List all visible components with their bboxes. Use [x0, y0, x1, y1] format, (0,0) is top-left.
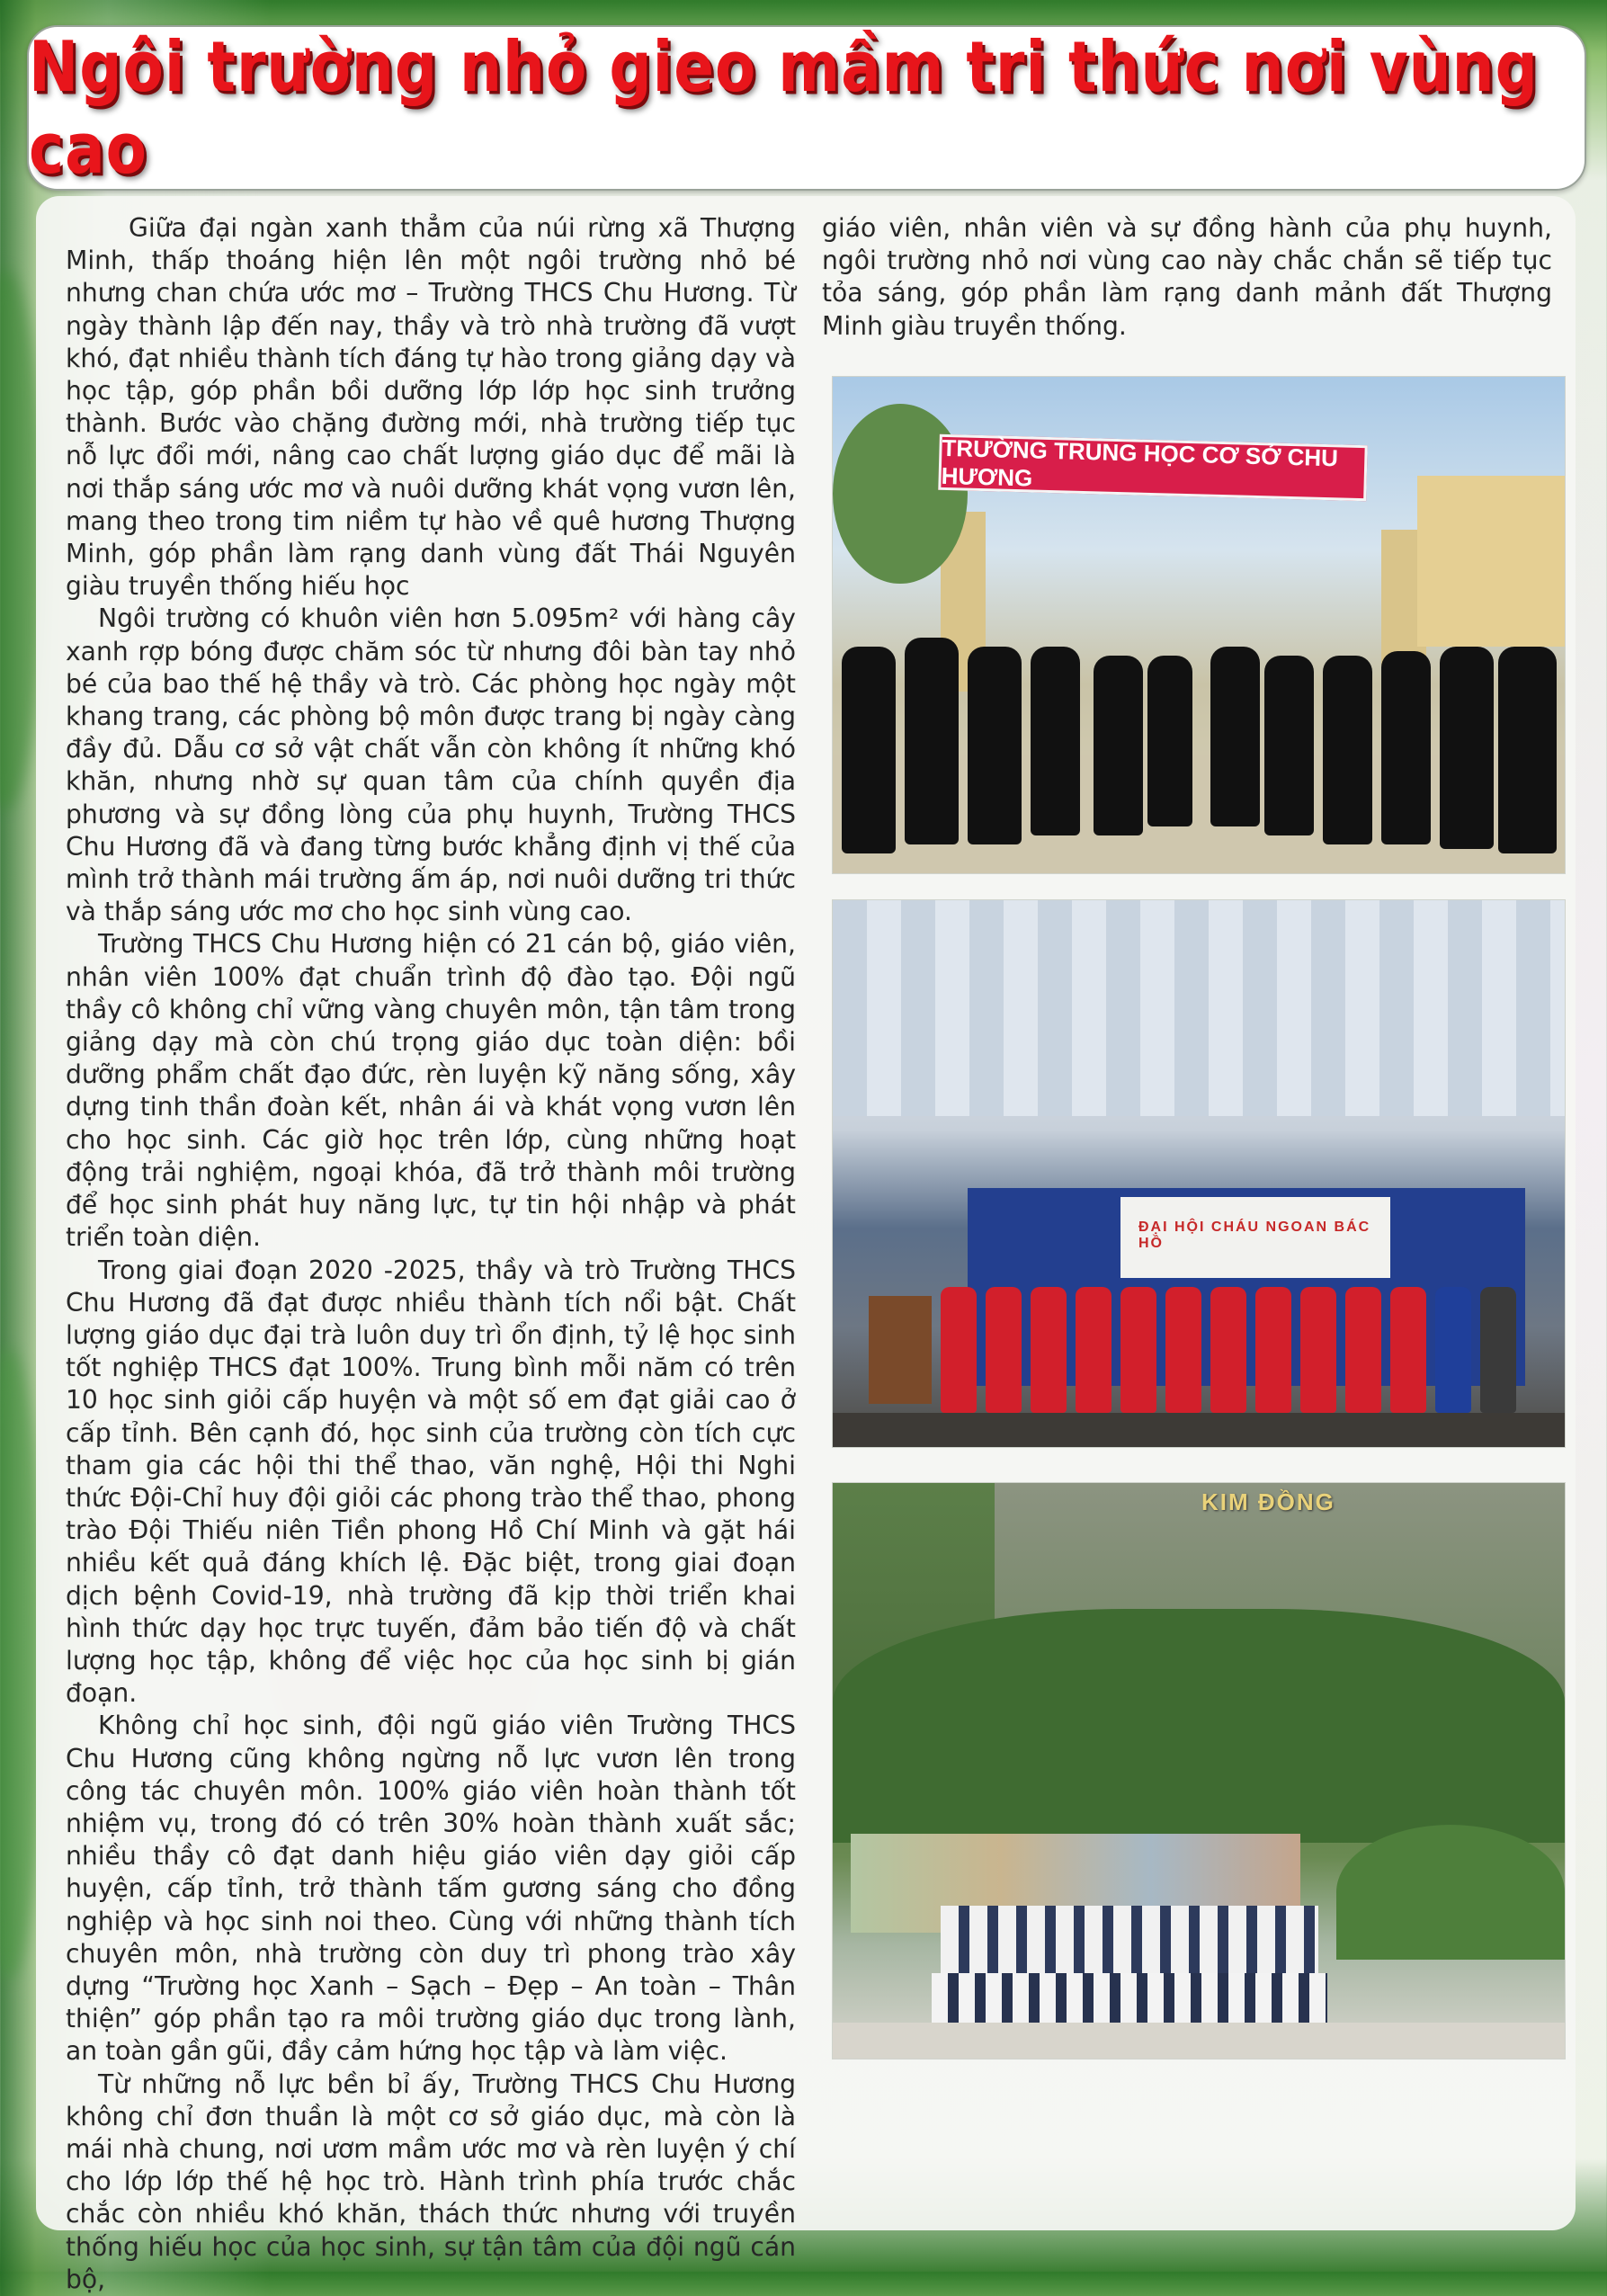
person	[1031, 647, 1080, 835]
student	[941, 1287, 977, 1413]
student	[986, 1287, 1022, 1413]
person	[1210, 647, 1260, 826]
person	[1147, 656, 1192, 826]
article-paragraph: giáo viên, nhân viên và sự đồng hành của phụ huynh, ngôi trường nhỏ nơi vùng cao này chắc chắn sẽ tiếp tục tỏa sáng, góp phần làm rạng danh mảnh đất Thượng Minh giàu truyền thống.	[822, 213, 1552, 341]
person	[1264, 656, 1314, 835]
group-standing	[941, 1906, 1318, 1978]
article-column-right	[822, 212, 1552, 343]
person	[842, 647, 896, 853]
student	[1300, 1287, 1336, 1413]
paved-floor	[833, 2023, 1565, 2059]
student	[1480, 1287, 1516, 1413]
person	[1323, 656, 1372, 844]
student	[1390, 1287, 1426, 1413]
photo-historic-site-group	[832, 1482, 1566, 2059]
person	[1381, 651, 1431, 844]
student	[1345, 1287, 1381, 1413]
forest	[833, 1609, 1565, 1843]
student	[1210, 1287, 1246, 1413]
gate-banner: TRƯỜNG TRUNG HỌC CƠ SỞ CHU HƯƠNG	[938, 434, 1367, 501]
group-seated	[932, 1973, 1327, 2023]
photo-stage-ceremony	[832, 899, 1566, 1448]
article-paragraph: Không chỉ học sinh, đội ngũ giáo viên Trường THCS Chu Hương cũng không ngừng nỗ lực vươn lên trong công tác chuyên môn. 100% giáo viên hoàn thành tốt nhiệm vụ, trong đó có trên 30% hoàn thành xuất sắc; nhiều thầy cô đạt danh hiệu giáo viên dạy giỏi cấp huyện, cấp tỉnh, trở thành tấm gương sáng cho đồng nghiệp và học sinh noi theo. Cùng với những thành tích chuyên môn, nhà trường còn duy trì phong trào xây dựng “Trường học Xanh – Sạch – Đẹp – An toàn – Thân thiện” góp phần tạo ra môi trường giáo dục trong lành, an toàn gần gũi, đầy cảm hứng học tập và làm việc.	[66, 1711, 796, 2067]
person	[968, 647, 1022, 844]
article-paragraph: Ngôi trường có khuôn viên hơn 5.095m² với hàng cây xanh rợp bóng được chăm sóc từ nhưng đôi bàn tay nhỏ bé của bao thế hệ thầy và trò. Các phòng học ngày một khang trang, các phòng bộ môn được trang bị ngày càng đầy đủ. Dẫu cơ sở vật chất vẫn còn không ít những khó khăn, nhưng nhờ sự quan tâm của chính quyền địa phương và sự đồng lòng của phụ huynh, Trường THCS Chu Hương đã và đang từng bước khẳng định vị thế của mình trở thành mái trường ấm áp, nơi nuôi dưỡng tri thức và thắp sáng ước mơ cho học sinh vùng cao.	[66, 603, 796, 927]
student	[1120, 1287, 1156, 1413]
audience	[833, 1413, 1565, 1447]
article-column-left	[66, 212, 796, 2296]
person	[1440, 647, 1494, 849]
student	[1435, 1287, 1471, 1413]
page-title: Ngôi trường nhỏ gieo mầm tri thức nơi vùng cao	[29, 26, 1539, 190]
student	[1076, 1287, 1112, 1413]
title-box	[27, 25, 1586, 191]
site-sign: KIM ĐỒNG	[1201, 1488, 1335, 1515]
person	[905, 638, 959, 844]
article-paragraph: Giữa đại ngàn xanh thẳm của núi rừng xã Thượng Minh, thấp thoáng hiện lên một ngôi trường nhỏ bé nhưng chan chứa ước mơ – Trường THCS Chu Hương. Từ ngày thành lập đến nay, thầy và trò nhà trường đã vượt khó, đạt nhiều thành tích đáng tự hào trong giảng dạy và học tập, góp phần bồi dưỡng lớp lớp học sinh trưởng thành. Bước vào chặng đường mới, nhà trường tiếp tục nỗ lực đổi mới, nâng cao chất lượng giáo dục để mãi là nơi thắp sáng ước mơ và nuôi dưỡng khát vọng vươn lên, mang theo trong tim niềm tự hào về quê hương Thượng Minh, góp phần làm rạng danh vùng đất Thái Nguyên giàu truyền thống hiếu học	[66, 213, 796, 602]
person	[1094, 656, 1143, 835]
school-building	[1417, 476, 1565, 647]
article-paragraph: Trong giai đoạn 2020 -2025, thầy và trò Trường THCS Chu Hương đã đạt được nhiều thành tích nổi bật. Chất lượng giáo dục đại trà luôn duy trì ổn định, tỷ lệ học sinh tốt nghiệp THCS đạt 100%. Trung bình mỗi năm có trên 10 học sinh giỏi cấp huyện và một số em đạt giải cao ở cấp tỉnh. Bên cạnh đó, học sinh của trường còn tích cực tham gia các hội thi thể thao, văn nghệ, Hội thi Nghi thức Đội-Chỉ huy đội giỏi các phong trào thể thao, phong trào Đội Thiếu niên Tiền phong Hồ Chí Minh và gặt hái nhiều kết quả đáng khích lệ. Đặc biệt, trong giai đoạn dịch bệnh Covid-19, nhà trường đã kịp thời triển khai hình thức dạy học trực tuyến, đảm bảo tiến độ và chất lượng học tập, không để việc học của học sinh bị gián đoạn.	[66, 1255, 796, 1709]
bushes	[1336, 1825, 1565, 1960]
stage-banner: ĐẠI HỘI CHÁU NGOAN BÁC HỒ	[1138, 1219, 1371, 1251]
student	[1031, 1287, 1067, 1413]
tree	[833, 404, 968, 584]
article-paragraph: Từ những nỗ lực bền bỉ ấy, Trường THCS Chu Hương không chỉ đơn thuần là một cơ sở giáo dục, mà còn là mái nhà chung, nơi ươm mầm ước mơ và rèn luyện ý chí cho lớp lớp thế hệ học trò. Hành trình phía trước chắc chắc còn nhiều khó khăn, thách thức nhưng với truyền thống hiếu học của học sinh, sự tận tâm của đội ngũ cán bộ,	[66, 2068, 796, 2294]
photo-school-gate-group	[832, 376, 1566, 874]
student	[1165, 1287, 1201, 1413]
tent-roof	[833, 900, 1565, 1116]
person	[1498, 647, 1557, 853]
podium	[869, 1296, 932, 1404]
student	[1255, 1287, 1291, 1413]
article-paragraph: Trường THCS Chu Hương hiện có 21 cán bộ, giáo viên, nhân viên 100% đạt chuẩn trình độ đào tạo. Đội ngũ thầy cô không chỉ vững vàng chuyên môn, tận tâm trong giảng dạy mà còn chú trọng giáo dục toàn diện: bồi dưỡng phẩm chất đạo đức, rèn luyện kỹ năng sống, xây dựng tinh thần đoàn kết, nhân ái và khát vọng vươn lên cho học sinh. Các giờ học trên lớp, cùng những hoạt động trải nghiệm, ngoại khóa, đã trở thành môi trường để học sinh phát huy năng lực, tự tin hội nhập và phát triển toàn diện.	[66, 929, 796, 1253]
